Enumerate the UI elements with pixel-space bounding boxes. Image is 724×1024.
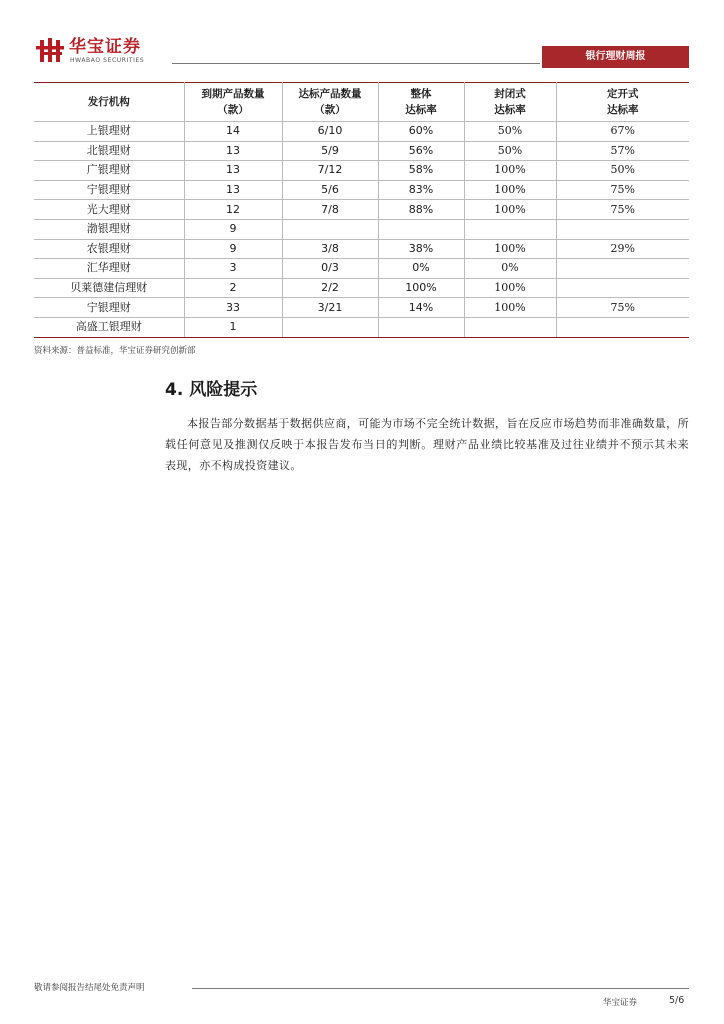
cell-periodic: 75% [556,298,689,318]
header-divider [172,63,540,64]
cell-closed: 100% [464,161,556,181]
table-row [34,239,689,259]
cell-matured: 33 [184,298,282,318]
cell-issuer: 北银理财 [34,141,184,161]
cell-qualified [282,317,378,337]
cell-qualified: 0/3 [282,259,378,279]
cell-qualified: 7/12 [282,161,378,181]
cell-overall: 58% [378,161,464,181]
cell-closed: 100% [464,239,556,259]
cell-qualified [282,219,378,239]
table-header-row [34,83,689,122]
table-row [34,200,689,220]
cell-matured: 2 [184,278,282,298]
table-row [34,219,689,239]
page-number: 5/6 [669,995,685,1006]
cell-matured: 13 [184,141,282,161]
cell-issuer: 广银理财 [34,161,184,181]
cell-periodic: 57% [556,141,689,161]
report-type-badge: 银行理财周报 [542,46,689,68]
cell-overall: 0% [378,259,464,279]
cell-issuer: 高盛工银理财 [34,317,184,337]
table-row [34,180,689,200]
cell-overall: 60% [378,122,464,142]
footer-company: 华宝证券 [603,998,638,1008]
cell-periodic [556,259,689,279]
table-row [34,161,689,181]
table-row [34,317,689,337]
cell-matured: 13 [184,161,282,181]
cell-qualified: 3/8 [282,239,378,259]
cell-issuer: 渤银理财 [34,219,184,239]
cell-periodic [556,219,689,239]
cell-closed: 100% [464,180,556,200]
logo-chinese-name: 华宝证券 [69,37,141,57]
cell-periodic: 50% [556,161,689,181]
cell-periodic: 75% [556,200,689,220]
header-overall-rate: 整体 达标率 [378,83,464,122]
table-row [34,122,689,142]
cell-closed: 100% [464,278,556,298]
cell-overall: 14% [378,298,464,318]
footer-divider [192,988,689,989]
disclaimer-note: 敬请参阅报告结尾处免责声明 [34,983,145,993]
table-row [34,298,689,318]
cell-matured: 12 [184,200,282,220]
cell-periodic [556,278,689,298]
section-heading [165,375,257,400]
cell-matured: 3 [184,259,282,279]
cell-issuer: 农银理财 [34,239,184,259]
header-qualified-count: 达标产品数量 （款） [282,83,378,122]
table-row [34,141,689,161]
cell-closed: 50% [464,122,556,142]
cell-closed: 50% [464,141,556,161]
cell-qualified: 3/21 [282,298,378,318]
risk-warning-paragraph: 本报告部分数据基于数据供应商，可能为市场不完全统计数据，旨在反应市场趋势而非准确数量，所载任何意见及推测仅反映于本报告发布当日的判断。理财产品业绩比较基准及过往业绩并不预示其未来表现，亦不构成投资建议。 [165,417,689,472]
header-issuer: 发行机构 [34,83,184,122]
cell-qualified: 2/2 [282,278,378,298]
cell-matured: 9 [184,239,282,259]
cell-matured: 13 [184,180,282,200]
section-title: 风险提示 [189,380,258,400]
cell-matured: 9 [184,219,282,239]
section-number: 4. [165,380,184,400]
cell-overall [378,317,464,337]
cell-periodic: 75% [556,180,689,200]
cell-closed: 100% [464,200,556,220]
cell-periodic [556,317,689,337]
header-closed-rate: 封闭式 达标率 [464,83,556,122]
cell-matured: 1 [184,317,282,337]
table-row [34,259,689,279]
maturity-product-table [34,82,689,338]
table-source-note: 资料来源：普益标准，华宝证券研究创新部 [34,346,196,356]
cell-periodic: 29% [556,239,689,259]
table-row [34,278,689,298]
cell-qualified: 7/8 [282,200,378,220]
cell-issuer: 上银理财 [34,122,184,142]
cell-overall: 88% [378,200,464,220]
cell-issuer: 宁银理财 [34,180,184,200]
cell-qualified: 5/9 [282,141,378,161]
company-logo [36,37,171,65]
header-matured-count: 到期产品数量 （款） [184,83,282,122]
hwabao-logo-icon [36,37,66,63]
cell-closed [464,317,556,337]
cell-overall [378,219,464,239]
cell-overall: 83% [378,180,464,200]
cell-issuer: 宁银理财 [34,298,184,318]
cell-closed: 0% [464,259,556,279]
cell-issuer: 汇华理财 [34,259,184,279]
cell-issuer: 贝莱德建信理财 [34,278,184,298]
cell-qualified: 5/6 [282,180,378,200]
cell-matured: 14 [184,122,282,142]
cell-periodic: 67% [556,122,689,142]
cell-closed: 100% [464,298,556,318]
cell-overall: 38% [378,239,464,259]
header-periodic-open-rate: 定开式 达标率 [556,83,689,122]
logo-english-name: HWABAO SECURITIES [70,57,145,64]
cell-qualified: 6/10 [282,122,378,142]
cell-overall: 56% [378,141,464,161]
cell-overall: 100% [378,278,464,298]
cell-closed [464,219,556,239]
cell-issuer: 光大理财 [34,200,184,220]
